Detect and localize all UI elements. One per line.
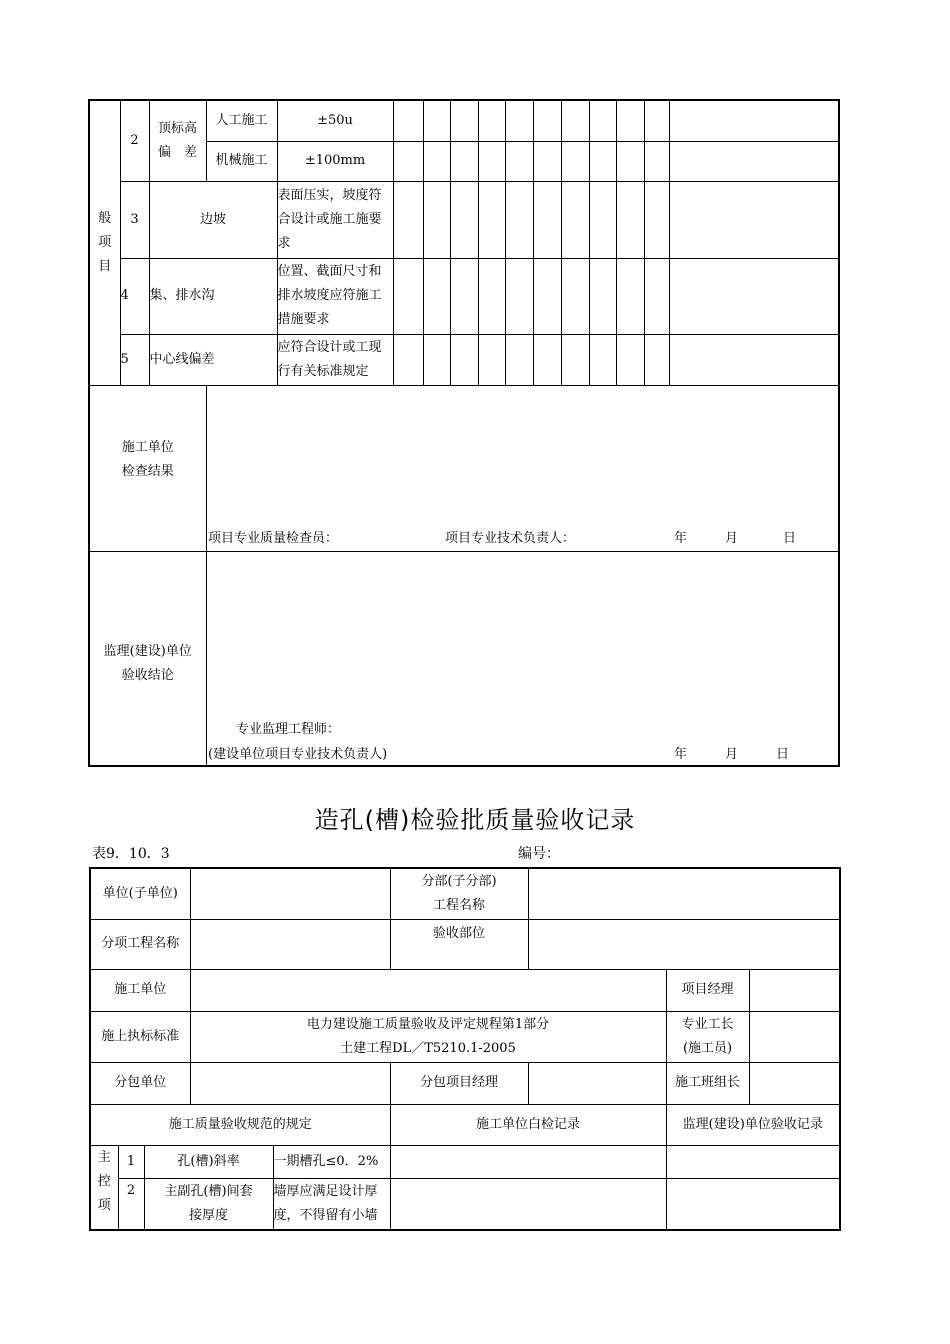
row-no: 5 <box>120 334 149 385</box>
owner-tech-lead-label: (建设单位项目专业技术负责人) <box>208 747 388 762</box>
year-label: 年 <box>674 531 688 546</box>
tech-lead-label: 项目专业技术负责人： <box>445 531 576 546</box>
acceptance-part-value[interactable] <box>528 919 840 969</box>
standard: ±50u <box>277 100 393 141</box>
item-standard: 一期槽孔≤0．2% <box>273 1145 390 1178</box>
division-label: 分部(子分部) 工程名称 <box>390 868 528 919</box>
day-label: 日 <box>783 531 797 546</box>
row-no: 1 <box>118 1145 144 1178</box>
self-check-column-header: 施工单位白检记录 <box>390 1104 666 1145</box>
quality-inspector-label: 项目专业质量检查员： <box>208 531 339 546</box>
standard: 应符合设计或工现行有关标准规定 <box>277 334 393 385</box>
inspection-table-top <box>88 99 840 767</box>
supervision-value[interactable] <box>666 1178 840 1230</box>
acceptance-part-label: 验收部位 <box>390 919 528 969</box>
sub-item: 人工施工 <box>206 100 277 141</box>
serial-label: 编号： <box>518 846 560 862</box>
item-standard: 墙厚应满足设计厚度，不得留有小墙 <box>273 1178 390 1230</box>
standard: ±100mm <box>277 141 393 181</box>
team-leader-value[interactable] <box>749 1062 840 1104</box>
sub-project-value[interactable] <box>190 919 390 969</box>
division-value[interactable] <box>528 868 840 919</box>
year-label: 年 <box>674 747 688 762</box>
table-number: 表9．10．3 <box>92 846 170 862</box>
general-items-label: 般 项 目 <box>89 100 120 385</box>
self-check-value[interactable] <box>390 1178 666 1230</box>
page-title: 造孔(槽)检验批质量验收记录 <box>314 806 636 834</box>
supervisor-engineer-label: 专业监理工程师： <box>236 722 341 737</box>
item-name: 孔(槽)斜率 <box>144 1145 273 1178</box>
row-no: 2 <box>120 100 149 181</box>
day-label: 日 <box>776 747 790 762</box>
construction-unit-value[interactable] <box>190 969 666 1011</box>
main-control-label: 主 控 项 <box>90 1145 118 1230</box>
row-no: 4 <box>120 258 149 334</box>
project-manager-label: 项目经理 <box>666 969 749 1011</box>
supervision-column-header: 监理(建设)单位验收记录 <box>666 1104 840 1145</box>
standard-value: 电力建设施工质量验收及评定规程第1部分 土建工程DL／T5210.1-2005 <box>190 1011 666 1062</box>
item-name: 集、排水沟 <box>149 258 277 334</box>
subcontractor-value[interactable] <box>190 1062 390 1104</box>
supervision-result-label: 监理(建设)单位 验收结论 <box>89 551 206 766</box>
subcontractor-label: 分包单位 <box>90 1062 190 1104</box>
standard-label: 施上执标标准 <box>90 1011 190 1062</box>
month-label: 月 <box>725 531 739 546</box>
sub-pm-label: 分包项目经理 <box>390 1062 528 1104</box>
row-no: 2 <box>118 1178 144 1230</box>
foreman-label: 专业工长 (施工员) <box>666 1011 749 1062</box>
sub-item: 机械施工 <box>206 141 277 181</box>
self-check-value[interactable] <box>390 1145 666 1178</box>
team-leader-label: 施工班组长 <box>666 1062 749 1104</box>
item-name: 顶标高 偏 差 <box>149 100 206 181</box>
row-no: 3 <box>120 181 149 258</box>
month-label: 月 <box>725 747 739 762</box>
foreman-value[interactable] <box>749 1011 840 1062</box>
unit-value[interactable] <box>190 868 390 919</box>
item-name: 中心线偏差 <box>149 334 277 385</box>
unit-label: 单位(子单位) <box>90 868 190 919</box>
spec-column-header: 施工质量验收规范的规定 <box>90 1104 390 1145</box>
standard: 位置、截面尺寸和排水坡度应符施工措施要求 <box>277 258 393 334</box>
sub-project-label: 分项工程名称 <box>90 919 190 969</box>
project-manager-value[interactable] <box>749 969 840 1011</box>
construction-unit-label: 施工单位 <box>90 969 190 1011</box>
inspection-table-bottom <box>89 867 841 1231</box>
sub-pm-value[interactable] <box>528 1062 666 1104</box>
item-name: 主副孔(槽)间套 接厚度 <box>144 1178 273 1230</box>
standard: 表面压实，坡度符合设计或施工施要求 <box>277 181 393 258</box>
item-name: 边坡 <box>149 181 277 258</box>
construction-result-label: 施工单位 检查结果 <box>89 385 206 551</box>
supervision-value[interactable] <box>666 1145 840 1178</box>
